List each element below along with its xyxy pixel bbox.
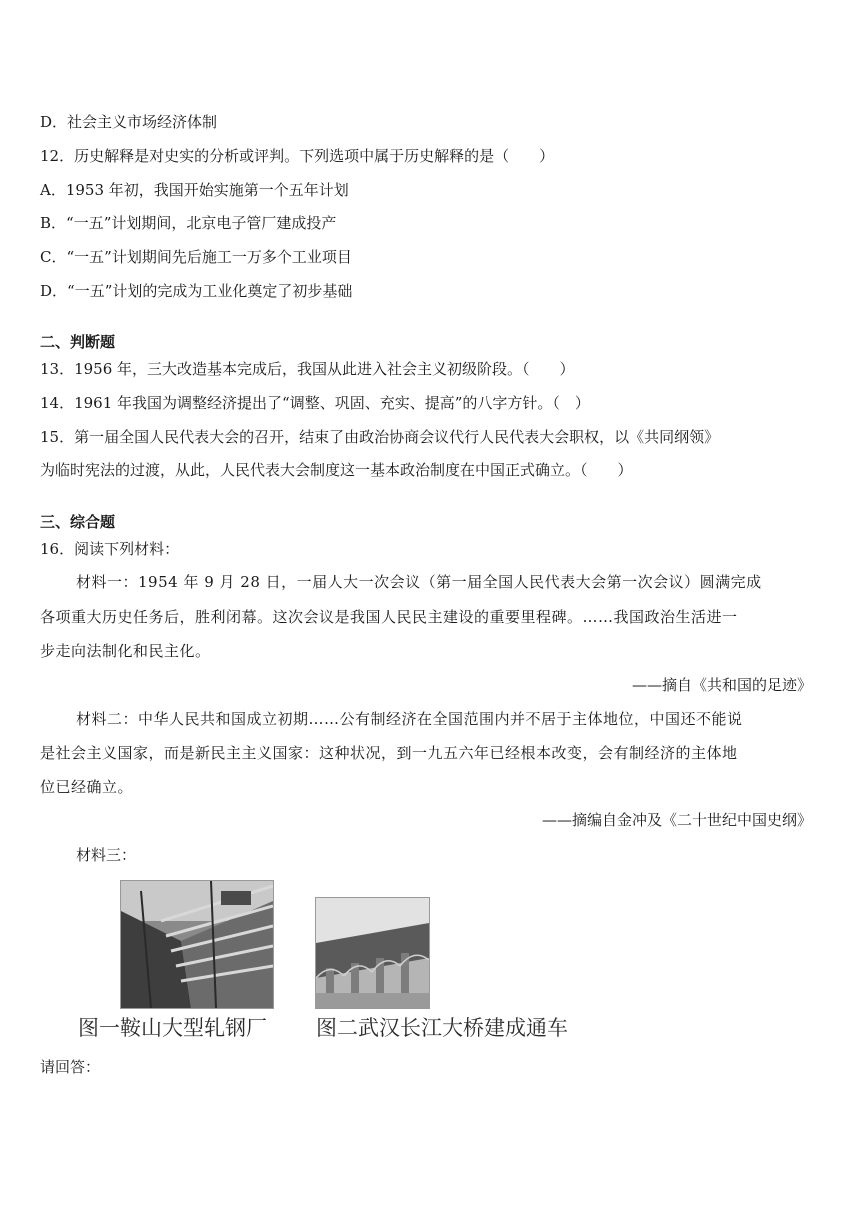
q12-option-c: C．“一五”计划期间先后施工一万多个工业项目 <box>40 248 352 266</box>
material2-source: ——摘编自金冲及《二十世纪中国史纲》 <box>541 811 812 829</box>
material2-line1: 材料二：中华人民共和国成立初期……公有制经济在全国范围内并不居于主体地位，中国还不能说 <box>76 710 743 728</box>
q11-option-d: D．社会主义市场经济体制 <box>40 113 218 131</box>
q15-line1: 15．第一届全国人民代表大会的召开，结束了由政治协商会议代行人民代表大会职权，以《共同纲领》 <box>40 428 720 446</box>
q12-option-d: D．“一五”计划的完成为工业化奠定了初步基础 <box>40 282 353 300</box>
figure2-image <box>315 897 430 1009</box>
q12-option-a: A．1953 年初，我国开始实施第一个五年计划 <box>40 181 349 199</box>
section3-title: 三、综合题 <box>40 513 116 531</box>
figure1-image <box>120 880 274 1009</box>
figure1-caption: 图一鞍山大型轧钢厂 <box>78 1016 267 1040</box>
section2-title: 二、判断题 <box>40 333 116 351</box>
material2-line2: 是社会主义国家，而是新民主主义国家：这种状况，到一九五六年已经根本改变，会有制经济的主体地 <box>40 744 738 762</box>
q12-stem: 12．历史解释是对史实的分析或评判。下列选项中属于历史解释的是（ ） <box>40 147 555 165</box>
figure2-caption: 图二武汉长江大桥建成通车 <box>316 1016 568 1040</box>
q14: 14．1961 年我国为调整经济提出了“调整、巩固、充实、提高”的八字方针。（ ） <box>40 394 590 412</box>
material1-line3: 步走向法制化和民主化。 <box>40 642 211 660</box>
q12-option-b: B．“一五”计划期间，北京电子管厂建成投产 <box>40 214 337 232</box>
material2-line3: 位已经确立。 <box>40 778 134 796</box>
q15-line2: 为临时宪法的过渡，从此，人民代表大会制度这一基本政治制度在中国正式确立。（ ） <box>40 461 633 479</box>
q13: 13．1956 年，三大改造基本完成后，我国从此进入社会主义初级阶段。（ ） <box>40 360 575 378</box>
material1-line2: 各项重大历史任务后，胜利闭幕。这次会议是我国人民民主建设的重要里程碑。……我国政治生活进一 <box>40 608 738 626</box>
answer-prompt: 请回答： <box>40 1058 101 1076</box>
material3-label: 材料三： <box>76 846 137 864</box>
material1-line1: 材料一：1954 年 9 月 28 日，一届人大一次会议（第一届全国人民代表大会第一次会议）圆满完成 <box>76 573 762 591</box>
q16-stem: 16．阅读下列材料： <box>40 540 180 558</box>
material1-source: ——摘自《共和国的足迹》 <box>631 676 812 694</box>
